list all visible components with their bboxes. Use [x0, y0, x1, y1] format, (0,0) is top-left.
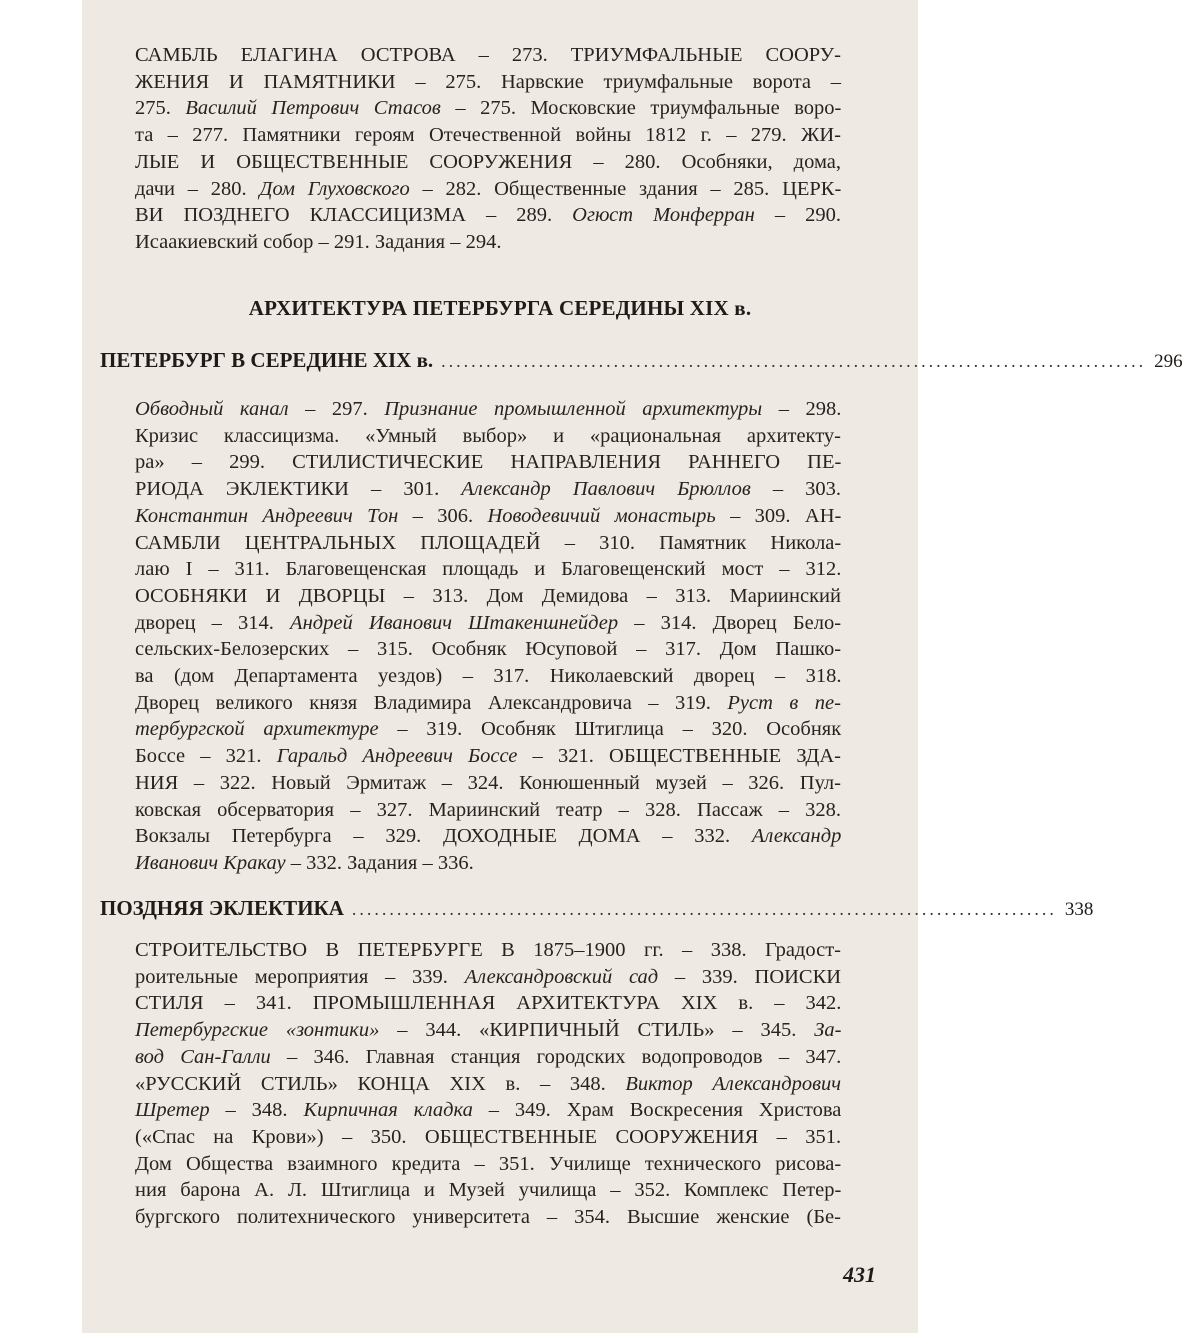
text-line	[135, 636, 841, 663]
text-segment: Дом Общества взаимного кредита – 351. Училище технического рисова-	[135, 1152, 842, 1175]
text-segment: СТРОИТЕЛЬСТВО В ПЕТЕРБУРГЕ В 1875–1900 гг. – 338. Градост-	[135, 939, 841, 961]
text-segment: ОСОБНЯКИ И ДВОРЦЫ – 313. Дом Демидова – 313. Мариинский	[135, 584, 841, 607]
italic-text: Дом Глуховского	[259, 177, 410, 200]
text-line	[135, 610, 841, 637]
italic-text: Гаральд Андреевич Боссе	[276, 745, 518, 768]
text-line	[135, 449, 841, 476]
toc-leader-dots: ..............................................................................................	[351, 899, 1057, 919]
text-line	[135, 396, 841, 423]
text-segment: дачи – 280.	[135, 177, 260, 200]
italic-text: Виктор Александрович	[625, 1072, 842, 1095]
italic-text: Огюст Монферран	[572, 204, 755, 227]
italic-text: Константин Андреевич Тон	[135, 504, 399, 527]
text-segment: Боссе – 321.	[135, 745, 277, 768]
toc-entry-page: 296	[1154, 351, 1183, 372]
italic-text: Новодевичий монастырь	[487, 504, 716, 527]
text-segment: ковская обсерватория – 327. Мариинский театр – 328. Пассаж – 328.	[135, 798, 842, 821]
text-segment: ЛЫЕ И ОБЩЕСТВЕННЫЕ СООРУЖЕНИЯ – 280. Особняки, дома,	[135, 150, 841, 173]
text-line	[135, 823, 841, 850]
italic-text: Иванович Кракау	[135, 851, 286, 874]
text-line	[135, 797, 841, 824]
text-line	[135, 556, 841, 583]
text-segment: – 314. Дворец Бело-	[618, 611, 842, 634]
toc-paragraph-mid-19th-century	[135, 396, 841, 877]
text-line	[135, 202, 841, 229]
text-line	[135, 95, 841, 122]
text-segment: – 298.	[762, 398, 842, 420]
text-segment: – 282. Общественные здания – 285. ЦЕРК-	[409, 177, 842, 200]
text-segment: ния барона А. Л. Штиглица и Музей училища – 352. Комплекс Петер-	[135, 1179, 842, 1202]
text-line	[135, 176, 841, 203]
text-segment: Вокзалы Петербурга – 329. ДОХОДНЫЕ ДОМА – 332.	[135, 825, 752, 848]
text-segment: – 349. Храм Воскресения Христова	[472, 1099, 842, 1122]
text-segment: – 346. Главная станция городских водопроводов – 347.	[270, 1045, 842, 1068]
section-title: АРХИТЕКТУРА ПЕТЕРБУРГА СЕРЕДИНЫ XIX в.	[248, 296, 752, 320]
toc-entry-late-eclecticism	[100, 896, 1094, 924]
toc-entry-page: 338	[1064, 899, 1094, 920]
text-segment: – 275. Московские триумфальные воро-	[440, 97, 842, 120]
text-segment: – 319. Особняк Штиглица – 320. Особняк	[378, 718, 842, 741]
text-line	[135, 503, 841, 530]
text-segment: та – 277. Памятники героям Отечественной войны 1812 г. – 279. ЖИ-	[135, 124, 841, 147]
toc-entry-title: ПОЗДНЯЯ ЭКЛЕКТИКА	[100, 896, 344, 920]
italic-text: вод Сан-Галли	[135, 1045, 271, 1068]
text-line	[135, 663, 841, 690]
text-segment: ЖЕНИЯ И ПАМЯТНИКИ – 275. Нарвские триумфальные ворота –	[135, 70, 842, 93]
italic-text: Василий Петрович Стасов	[185, 97, 441, 120]
italic-text: Александр	[751, 825, 842, 848]
text-segment: Исаакиевский собор – 291. Задания – 294.	[135, 230, 502, 253]
text-segment: 275.	[135, 97, 186, 120]
text-line	[135, 937, 841, 964]
text-segment: – 303.	[750, 478, 842, 501]
text-line	[135, 1044, 841, 1071]
text-segment: Дворец великого князя Владимира Александровича – 319.	[135, 691, 728, 714]
text-segment: «РУССКИЙ СТИЛЬ» КОНЦА XIX в. – 348.	[135, 1072, 626, 1095]
text-segment: – 332. Задания – 336.	[285, 851, 474, 874]
text-segment: – 321. ОБЩЕСТВЕННЫЕ ЗДА-	[517, 745, 841, 768]
text-segment: – 339. ПОИСКИ	[658, 965, 842, 988]
text-segment: НИЯ – 322. Новый Эрмитаж – 324. Конюшенный музей – 326. Пул-	[135, 771, 841, 794]
toc-paragraph-late-eclecticism	[135, 937, 841, 1231]
text-line	[135, 423, 841, 450]
page-number: 431	[843, 1262, 876, 1287]
text-line	[135, 1097, 841, 1124]
text-line	[135, 716, 841, 743]
text-segment: роительные мероприятия – 339.	[135, 965, 465, 988]
italic-text: За-	[814, 1019, 842, 1042]
italic-text: Александр Павлович Брюллов	[461, 478, 751, 501]
text-segment: бургского политехнического университета – 354. Высшие женские (Бе-	[135, 1206, 841, 1229]
toc-entry-mid-19th-century	[100, 348, 1183, 376]
toc-entry-title: ПЕТЕРБУРГ В СЕРЕДИНЕ XIX в.	[100, 348, 434, 372]
text-line	[135, 42, 841, 69]
text-line	[135, 964, 841, 991]
text-line	[135, 149, 841, 176]
text-line	[135, 229, 841, 256]
text-line	[135, 743, 841, 770]
text-line	[135, 69, 841, 96]
text-line	[135, 990, 841, 1017]
text-segment: – 290.	[754, 204, 842, 227]
text-line	[135, 1177, 841, 1204]
italic-text: Признание промышленной архитектуры	[384, 398, 763, 420]
text-line	[135, 770, 841, 797]
text-line	[135, 850, 841, 877]
text-line	[135, 1151, 841, 1178]
text-segment: Кризис классицизма. «Умный выбор» и «рациональная архитекту-	[135, 424, 841, 447]
text-segment: – 297.	[288, 398, 385, 420]
italic-text: Андрей Иванович Штакеншнейдер	[290, 611, 619, 634]
text-segment: дворец – 314.	[135, 611, 291, 634]
text-line	[135, 583, 841, 610]
text-line	[135, 1204, 841, 1231]
text-segment: – 309. АН-	[715, 504, 842, 527]
italic-text: Шретер	[135, 1099, 210, 1122]
text-segment: – 306.	[398, 504, 488, 527]
text-line	[135, 530, 841, 557]
text-segment: РИОДА ЭКЛЕКТИКИ – 301.	[135, 478, 462, 501]
italic-text: Александровский сад	[464, 965, 659, 988]
italic-text: Петербургские «зонтики»	[135, 1019, 380, 1042]
text-segment: лаю I – 311. Благовещенская площадь и Благовещенский мост – 312.	[135, 558, 842, 581]
text-segment: – 344. «КИРПИЧНЫЙ СТИЛЬ» – 345.	[379, 1019, 815, 1042]
text-line	[135, 122, 841, 149]
italic-text: Обводный канал	[135, 398, 289, 420]
italic-text: Руст в пе-	[727, 691, 841, 714]
italic-text: Кирпичная кладка	[303, 1099, 473, 1122]
text-line	[135, 1124, 841, 1151]
text-segment: САМБЛЬ ЕЛАГИНА ОСТРОВА – 273. ТРИУМФАЛЬНЫЕ СООРУ-	[135, 44, 841, 66]
text-line	[135, 476, 841, 503]
text-segment: ра» – 299. СТИЛИСТИЧЕСКИЕ НАПРАВЛЕНИЯ РАННЕГО ПЕ-	[135, 451, 842, 474]
text-segment: САМБЛИ ЦЕНТРАЛЬНЫХ ПЛОЩАДЕЙ – 310. Памятник Никола-	[135, 531, 842, 554]
text-segment: ВИ ПОЗДНЕГО КЛАССИЦИЗМА – 289.	[135, 204, 573, 227]
toc-paragraph-classicism	[135, 42, 841, 256]
text-segment: («Спас на Крови») – 350. ОБЩЕСТВЕННЫЕ СООРУЖЕНИЯ – 351.	[135, 1125, 842, 1148]
text-line	[135, 690, 841, 717]
text-segment: ва (дом Департамента уездов) – 317. Николаевский дворец – 318.	[135, 665, 842, 688]
italic-text: тербургской архитектуре	[135, 718, 379, 741]
text-line	[135, 1071, 841, 1098]
text-segment: СТИЛЯ – 341. ПРОМЫШЛЕННАЯ АРХИТЕКТУРА XIX в. – 342.	[135, 992, 842, 1015]
text-segment: сельских-Белозерских – 315. Особняк Юсуповой – 317. Дом Пашко-	[135, 638, 842, 661]
toc-leader-dots: ..............................................................................................	[441, 351, 1147, 371]
text-line	[135, 1017, 841, 1044]
text-segment: – 348.	[209, 1099, 304, 1122]
